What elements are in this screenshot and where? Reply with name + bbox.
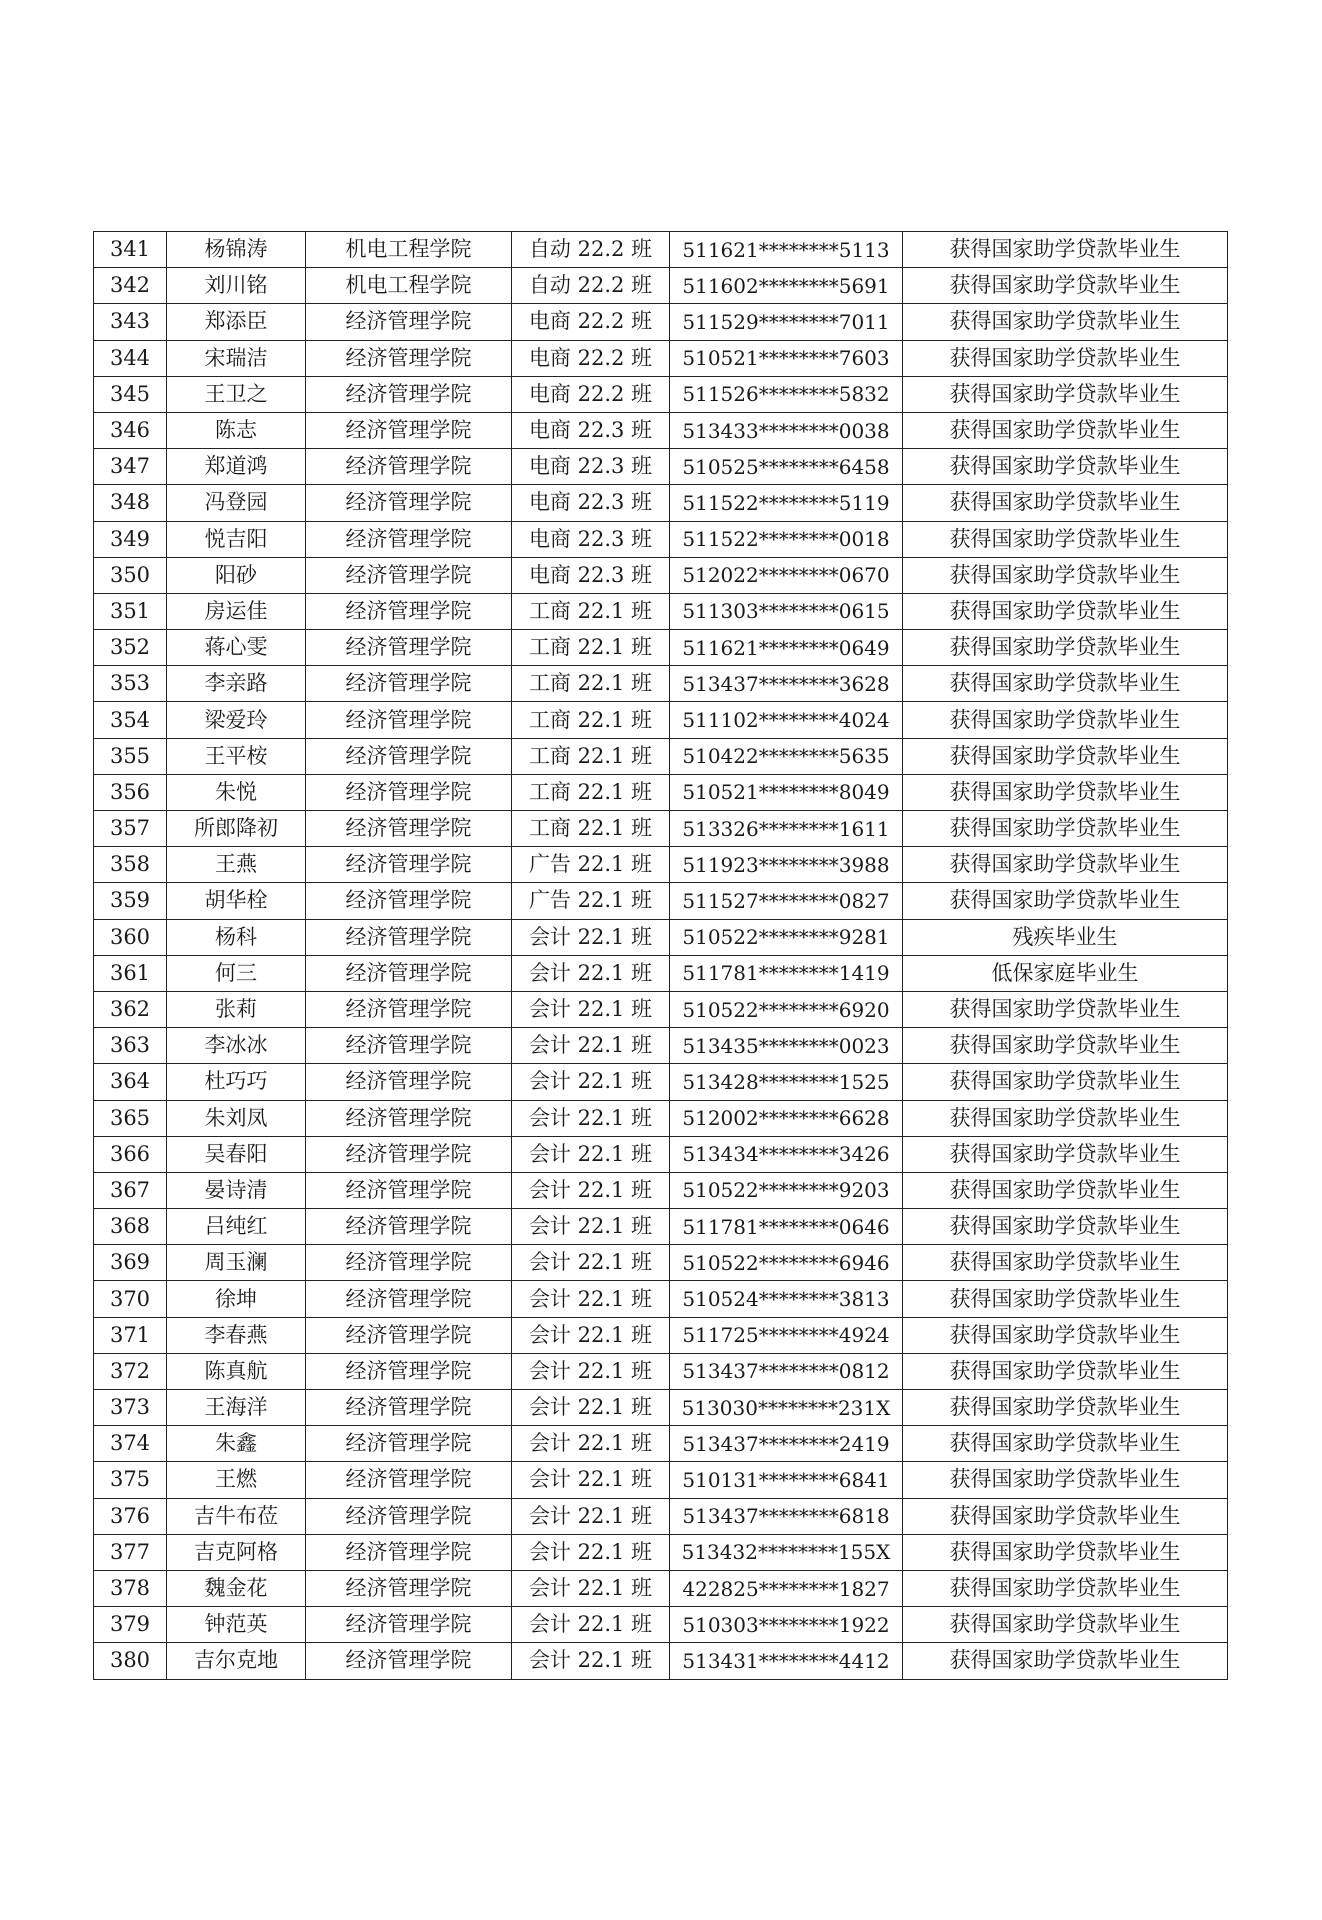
- table-row: [94, 1462, 1228, 1498]
- id-number-cell: 510422********5635: [670, 738, 903, 774]
- college-cell: 经济管理学院: [306, 738, 512, 774]
- table-row: [94, 304, 1228, 340]
- class-cell: 会计 22.1 班: [512, 1353, 670, 1389]
- college-cell: 经济管理学院: [306, 1390, 512, 1426]
- college-cell: 经济管理学院: [306, 1643, 512, 1679]
- row-number-cell: 351: [94, 593, 167, 629]
- college-cell: 经济管理学院: [306, 557, 512, 593]
- category-cell: 获得国家助学贷款毕业生: [903, 1245, 1228, 1281]
- class-cell: 电商 22.3 班: [512, 412, 670, 448]
- college-cell: 经济管理学院: [306, 1172, 512, 1208]
- category-cell: 获得国家助学贷款毕业生: [903, 593, 1228, 629]
- college-cell: 经济管理学院: [306, 1462, 512, 1498]
- table-row: [94, 1534, 1228, 1570]
- id-number-cell: 510525********6458: [670, 449, 903, 485]
- category-cell: 获得国家助学贷款毕业生: [903, 268, 1228, 304]
- category-cell: 获得国家助学贷款毕业生: [903, 1064, 1228, 1100]
- row-number-cell: 377: [94, 1534, 167, 1570]
- class-cell: 会计 22.1 班: [512, 1100, 670, 1136]
- college-cell: 经济管理学院: [306, 1281, 512, 1317]
- row-number-cell: 342: [94, 268, 167, 304]
- row-number-cell: 349: [94, 521, 167, 557]
- class-cell: 会计 22.1 班: [512, 1498, 670, 1534]
- class-cell: 会计 22.1 班: [512, 1245, 670, 1281]
- college-cell: 经济管理学院: [306, 955, 512, 991]
- id-number-cell: 512002********6628: [670, 1100, 903, 1136]
- row-number-cell: 361: [94, 955, 167, 991]
- id-number-cell: 513437********6818: [670, 1498, 903, 1534]
- college-cell: 经济管理学院: [306, 919, 512, 955]
- table-row: [94, 593, 1228, 629]
- student-name-cell: 朱鑫: [167, 1426, 306, 1462]
- student-name-cell: 王燕: [167, 847, 306, 883]
- class-cell: 工商 22.1 班: [512, 738, 670, 774]
- table-row: [94, 1570, 1228, 1606]
- college-cell: 经济管理学院: [306, 1136, 512, 1172]
- college-cell: 经济管理学院: [306, 1028, 512, 1064]
- student-name-cell: 吉牛布莅: [167, 1498, 306, 1534]
- id-number-cell: 511102********4024: [670, 702, 903, 738]
- college-cell: 经济管理学院: [306, 1498, 512, 1534]
- row-number-cell: 352: [94, 630, 167, 666]
- student-name-cell: 王平桉: [167, 738, 306, 774]
- class-cell: 工商 22.1 班: [512, 774, 670, 810]
- category-cell: 获得国家助学贷款毕业生: [903, 1100, 1228, 1136]
- college-cell: 经济管理学院: [306, 340, 512, 376]
- student-name-cell: 郑添臣: [167, 304, 306, 340]
- student-name-cell: 所郎降初: [167, 811, 306, 847]
- id-number-cell: 510521********7603: [670, 340, 903, 376]
- category-cell: 获得国家助学贷款毕业生: [903, 1390, 1228, 1426]
- student-name-cell: 王卫之: [167, 376, 306, 412]
- row-number-cell: 353: [94, 666, 167, 702]
- student-name-cell: 王燃: [167, 1462, 306, 1498]
- student-name-cell: 李春燕: [167, 1317, 306, 1353]
- row-number-cell: 374: [94, 1426, 167, 1462]
- row-number-cell: 341: [94, 232, 167, 268]
- table-row: [94, 1136, 1228, 1172]
- student-name-cell: 朱悦: [167, 774, 306, 810]
- id-number-cell: 511602********5691: [670, 268, 903, 304]
- category-cell: 获得国家助学贷款毕业生: [903, 666, 1228, 702]
- id-number-cell: 422825********1827: [670, 1570, 903, 1606]
- class-cell: 工商 22.1 班: [512, 811, 670, 847]
- id-number-cell: 513434********3426: [670, 1136, 903, 1172]
- student-name-cell: 吉克阿格: [167, 1534, 306, 1570]
- id-number-cell: 510524********3813: [670, 1281, 903, 1317]
- id-number-cell: 510522********9203: [670, 1172, 903, 1208]
- class-cell: 电商 22.2 班: [512, 376, 670, 412]
- category-cell: 获得国家助学贷款毕业生: [903, 702, 1228, 738]
- student-name-cell: 悦吉阳: [167, 521, 306, 557]
- table-row: [94, 811, 1228, 847]
- college-cell: 经济管理学院: [306, 847, 512, 883]
- student-name-cell: 吴春阳: [167, 1136, 306, 1172]
- student-name-cell: 陈志: [167, 412, 306, 448]
- class-cell: 会计 22.1 班: [512, 1570, 670, 1606]
- category-cell: 获得国家助学贷款毕业生: [903, 376, 1228, 412]
- id-number-cell: 511529********7011: [670, 304, 903, 340]
- table-row: [94, 666, 1228, 702]
- table-row: [94, 702, 1228, 738]
- college-cell: 经济管理学院: [306, 1607, 512, 1643]
- student-name-cell: 房运佳: [167, 593, 306, 629]
- table-row: [94, 1209, 1228, 1245]
- class-cell: 会计 22.1 班: [512, 955, 670, 991]
- category-cell: 获得国家助学贷款毕业生: [903, 811, 1228, 847]
- id-number-cell: 513326********1611: [670, 811, 903, 847]
- table-row: [94, 1281, 1228, 1317]
- row-number-cell: 373: [94, 1390, 167, 1426]
- id-number-cell: 511923********3988: [670, 847, 903, 883]
- college-cell: 经济管理学院: [306, 1064, 512, 1100]
- class-cell: 工商 22.1 班: [512, 630, 670, 666]
- college-cell: 经济管理学院: [306, 485, 512, 521]
- category-cell: 获得国家助学贷款毕业生: [903, 1498, 1228, 1534]
- row-number-cell: 346: [94, 412, 167, 448]
- row-number-cell: 372: [94, 1353, 167, 1389]
- row-number-cell: 344: [94, 340, 167, 376]
- row-number-cell: 347: [94, 449, 167, 485]
- category-cell: 获得国家助学贷款毕业生: [903, 1136, 1228, 1172]
- id-number-cell: 511526********5832: [670, 376, 903, 412]
- student-name-cell: 蒋心雯: [167, 630, 306, 666]
- id-number-cell: 512022********0670: [670, 557, 903, 593]
- id-number-cell: 511781********0646: [670, 1209, 903, 1245]
- table-row: [94, 1100, 1228, 1136]
- row-number-cell: 371: [94, 1317, 167, 1353]
- category-cell: 获得国家助学贷款毕业生: [903, 991, 1228, 1027]
- category-cell: 获得国家助学贷款毕业生: [903, 304, 1228, 340]
- category-cell: 低保家庭毕业生: [903, 955, 1228, 991]
- row-number-cell: 369: [94, 1245, 167, 1281]
- category-cell: 获得国家助学贷款毕业生: [903, 630, 1228, 666]
- class-cell: 会计 22.1 班: [512, 1172, 670, 1208]
- student-name-cell: 杨科: [167, 919, 306, 955]
- table-row: [94, 955, 1228, 991]
- class-cell: 会计 22.1 班: [512, 1426, 670, 1462]
- id-number-cell: 511522********0018: [670, 521, 903, 557]
- id-number-cell: 513030********231X: [670, 1390, 903, 1426]
- college-cell: 经济管理学院: [306, 521, 512, 557]
- class-cell: 电商 22.3 班: [512, 557, 670, 593]
- college-cell: 经济管理学院: [306, 630, 512, 666]
- id-number-cell: 510303********1922: [670, 1607, 903, 1643]
- table-row: [94, 268, 1228, 304]
- student-name-cell: 何三: [167, 955, 306, 991]
- class-cell: 电商 22.2 班: [512, 340, 670, 376]
- class-cell: 会计 22.1 班: [512, 1209, 670, 1245]
- class-cell: 会计 22.1 班: [512, 1317, 670, 1353]
- row-number-cell: 367: [94, 1172, 167, 1208]
- row-number-cell: 380: [94, 1643, 167, 1679]
- student-name-cell: 阳砂: [167, 557, 306, 593]
- row-number-cell: 350: [94, 557, 167, 593]
- class-cell: 会计 22.1 班: [512, 1607, 670, 1643]
- college-cell: 经济管理学院: [306, 1245, 512, 1281]
- table-row: [94, 991, 1228, 1027]
- table-row: [94, 1643, 1228, 1679]
- table-body: [94, 232, 1228, 1680]
- graduate-list-table: [93, 231, 1228, 1680]
- category-cell: 获得国家助学贷款毕业生: [903, 1353, 1228, 1389]
- student-name-cell: 刘川铭: [167, 268, 306, 304]
- category-cell: 获得国家助学贷款毕业生: [903, 1172, 1228, 1208]
- id-number-cell: 513432********155X: [670, 1534, 903, 1570]
- college-cell: 经济管理学院: [306, 1100, 512, 1136]
- class-cell: 电商 22.2 班: [512, 304, 670, 340]
- table-row: [94, 883, 1228, 919]
- table-row: [94, 449, 1228, 485]
- row-number-cell: 364: [94, 1064, 167, 1100]
- row-number-cell: 345: [94, 376, 167, 412]
- row-number-cell: 363: [94, 1028, 167, 1064]
- id-number-cell: 510131********6841: [670, 1462, 903, 1498]
- college-cell: 经济管理学院: [306, 702, 512, 738]
- college-cell: 经济管理学院: [306, 1353, 512, 1389]
- category-cell: 获得国家助学贷款毕业生: [903, 557, 1228, 593]
- college-cell: 经济管理学院: [306, 991, 512, 1027]
- table-row: [94, 412, 1228, 448]
- student-name-cell: 郑道鸿: [167, 449, 306, 485]
- table-row: [94, 376, 1228, 412]
- table-row: [94, 738, 1228, 774]
- id-number-cell: 513428********1525: [670, 1064, 903, 1100]
- college-cell: 经济管理学院: [306, 412, 512, 448]
- id-number-cell: 513431********4412: [670, 1643, 903, 1679]
- table-row: [94, 1607, 1228, 1643]
- row-number-cell: 360: [94, 919, 167, 955]
- college-cell: 经济管理学院: [306, 376, 512, 412]
- student-name-cell: 胡华栓: [167, 883, 306, 919]
- student-name-cell: 吕纯红: [167, 1209, 306, 1245]
- college-cell: 经济管理学院: [306, 1426, 512, 1462]
- student-name-cell: 张莉: [167, 991, 306, 1027]
- id-number-cell: 511725********4924: [670, 1317, 903, 1353]
- class-cell: 电商 22.3 班: [512, 521, 670, 557]
- student-name-cell: 钟范英: [167, 1607, 306, 1643]
- id-number-cell: 513437********0812: [670, 1353, 903, 1389]
- student-name-cell: 吉尔克地: [167, 1643, 306, 1679]
- row-number-cell: 348: [94, 485, 167, 521]
- row-number-cell: 362: [94, 991, 167, 1027]
- id-number-cell: 510521********8049: [670, 774, 903, 810]
- class-cell: 会计 22.1 班: [512, 1643, 670, 1679]
- student-name-cell: 朱刘凤: [167, 1100, 306, 1136]
- college-cell: 经济管理学院: [306, 449, 512, 485]
- college-cell: 经济管理学院: [306, 1570, 512, 1606]
- id-number-cell: 511303********0615: [670, 593, 903, 629]
- category-cell: 获得国家助学贷款毕业生: [903, 738, 1228, 774]
- category-cell: 获得国家助学贷款毕业生: [903, 485, 1228, 521]
- row-number-cell: 357: [94, 811, 167, 847]
- category-cell: 获得国家助学贷款毕业生: [903, 1317, 1228, 1353]
- class-cell: 会计 22.1 班: [512, 1534, 670, 1570]
- student-name-cell: 宋瑞洁: [167, 340, 306, 376]
- table-row: [94, 1064, 1228, 1100]
- class-cell: 工商 22.1 班: [512, 593, 670, 629]
- row-number-cell: 370: [94, 1281, 167, 1317]
- category-cell: 获得国家助学贷款毕业生: [903, 1534, 1228, 1570]
- row-number-cell: 368: [94, 1209, 167, 1245]
- row-number-cell: 376: [94, 1498, 167, 1534]
- table-row: [94, 1353, 1228, 1389]
- row-number-cell: 354: [94, 702, 167, 738]
- table-row: [94, 919, 1228, 955]
- class-cell: 广告 22.1 班: [512, 883, 670, 919]
- row-number-cell: 365: [94, 1100, 167, 1136]
- table-row: [94, 1426, 1228, 1462]
- category-cell: 获得国家助学贷款毕业生: [903, 1462, 1228, 1498]
- table-row: [94, 1317, 1228, 1353]
- table-row: [94, 1498, 1228, 1534]
- table-row: [94, 630, 1228, 666]
- row-number-cell: 355: [94, 738, 167, 774]
- category-cell: 获得国家助学贷款毕业生: [903, 412, 1228, 448]
- college-cell: 经济管理学院: [306, 666, 512, 702]
- table-row: [94, 1245, 1228, 1281]
- college-cell: 经济管理学院: [306, 1534, 512, 1570]
- college-cell: 经济管理学院: [306, 593, 512, 629]
- table-row: [94, 557, 1228, 593]
- college-cell: 经济管理学院: [306, 883, 512, 919]
- student-name-cell: 李亲路: [167, 666, 306, 702]
- table-row: [94, 1390, 1228, 1426]
- id-number-cell: 510522********6920: [670, 991, 903, 1027]
- class-cell: 会计 22.1 班: [512, 1136, 670, 1172]
- row-number-cell: 375: [94, 1462, 167, 1498]
- class-cell: 会计 22.1 班: [512, 919, 670, 955]
- row-number-cell: 366: [94, 1136, 167, 1172]
- row-number-cell: 379: [94, 1607, 167, 1643]
- student-name-cell: 魏金花: [167, 1570, 306, 1606]
- class-cell: 会计 22.1 班: [512, 1281, 670, 1317]
- table-row: [94, 1028, 1228, 1064]
- category-cell: 获得国家助学贷款毕业生: [903, 1607, 1228, 1643]
- id-number-cell: 513437********2419: [670, 1426, 903, 1462]
- student-name-cell: 陈真航: [167, 1353, 306, 1389]
- row-number-cell: 359: [94, 883, 167, 919]
- college-cell: 经济管理学院: [306, 1209, 512, 1245]
- student-name-cell: 杨锦涛: [167, 232, 306, 268]
- id-number-cell: 513435********0023: [670, 1028, 903, 1064]
- id-number-cell: 511522********5119: [670, 485, 903, 521]
- class-cell: 会计 22.1 班: [512, 1390, 670, 1426]
- category-cell: 获得国家助学贷款毕业生: [903, 1209, 1228, 1245]
- student-name-cell: 晏诗清: [167, 1172, 306, 1208]
- id-number-cell: 511621********0649: [670, 630, 903, 666]
- category-cell: 获得国家助学贷款毕业生: [903, 1281, 1228, 1317]
- class-cell: 会计 22.1 班: [512, 1064, 670, 1100]
- category-cell: 获得国家助学贷款毕业生: [903, 1426, 1228, 1462]
- student-name-cell: 杜巧巧: [167, 1064, 306, 1100]
- table-row: [94, 1172, 1228, 1208]
- category-cell: 获得国家助学贷款毕业生: [903, 449, 1228, 485]
- row-number-cell: 356: [94, 774, 167, 810]
- id-number-cell: 510522********9281: [670, 919, 903, 955]
- id-number-cell: 511621********5113: [670, 232, 903, 268]
- row-number-cell: 378: [94, 1570, 167, 1606]
- class-cell: 电商 22.3 班: [512, 449, 670, 485]
- id-number-cell: 511527********0827: [670, 883, 903, 919]
- table-row: [94, 232, 1228, 268]
- class-cell: 电商 22.3 班: [512, 485, 670, 521]
- class-cell: 自动 22.2 班: [512, 268, 670, 304]
- student-name-cell: 周玉澜: [167, 1245, 306, 1281]
- row-number-cell: 343: [94, 304, 167, 340]
- category-cell: 获得国家助学贷款毕业生: [903, 1643, 1228, 1679]
- class-cell: 会计 22.1 班: [512, 1028, 670, 1064]
- category-cell: 获得国家助学贷款毕业生: [903, 1028, 1228, 1064]
- class-cell: 工商 22.1 班: [512, 666, 670, 702]
- row-number-cell: 358: [94, 847, 167, 883]
- table-row: [94, 847, 1228, 883]
- category-cell: 获得国家助学贷款毕业生: [903, 340, 1228, 376]
- id-number-cell: 510522********6946: [670, 1245, 903, 1281]
- category-cell: 获得国家助学贷款毕业生: [903, 847, 1228, 883]
- class-cell: 工商 22.1 班: [512, 702, 670, 738]
- class-cell: 自动 22.2 班: [512, 232, 670, 268]
- table-row: [94, 485, 1228, 521]
- category-cell: 获得国家助学贷款毕业生: [903, 774, 1228, 810]
- table-row: [94, 521, 1228, 557]
- category-cell: 获得国家助学贷款毕业生: [903, 521, 1228, 557]
- student-name-cell: 徐坤: [167, 1281, 306, 1317]
- category-cell: 获得国家助学贷款毕业生: [903, 232, 1228, 268]
- class-cell: 会计 22.1 班: [512, 1462, 670, 1498]
- class-cell: 广告 22.1 班: [512, 847, 670, 883]
- category-cell: 残疾毕业生: [903, 919, 1228, 955]
- student-name-cell: 梁爱玲: [167, 702, 306, 738]
- student-name-cell: 王海洋: [167, 1390, 306, 1426]
- category-cell: 获得国家助学贷款毕业生: [903, 883, 1228, 919]
- college-cell: 经济管理学院: [306, 774, 512, 810]
- table-row: [94, 340, 1228, 376]
- student-name-cell: 冯登园: [167, 485, 306, 521]
- category-cell: 获得国家助学贷款毕业生: [903, 1570, 1228, 1606]
- class-cell: 会计 22.1 班: [512, 991, 670, 1027]
- id-number-cell: 513437********3628: [670, 666, 903, 702]
- id-number-cell: 513433********0038: [670, 412, 903, 448]
- college-cell: 经济管理学院: [306, 304, 512, 340]
- college-cell: 机电工程学院: [306, 232, 512, 268]
- id-number-cell: 511781********1419: [670, 955, 903, 991]
- table-row: [94, 774, 1228, 810]
- college-cell: 机电工程学院: [306, 268, 512, 304]
- college-cell: 经济管理学院: [306, 811, 512, 847]
- student-name-cell: 李冰冰: [167, 1028, 306, 1064]
- college-cell: 经济管理学院: [306, 1317, 512, 1353]
